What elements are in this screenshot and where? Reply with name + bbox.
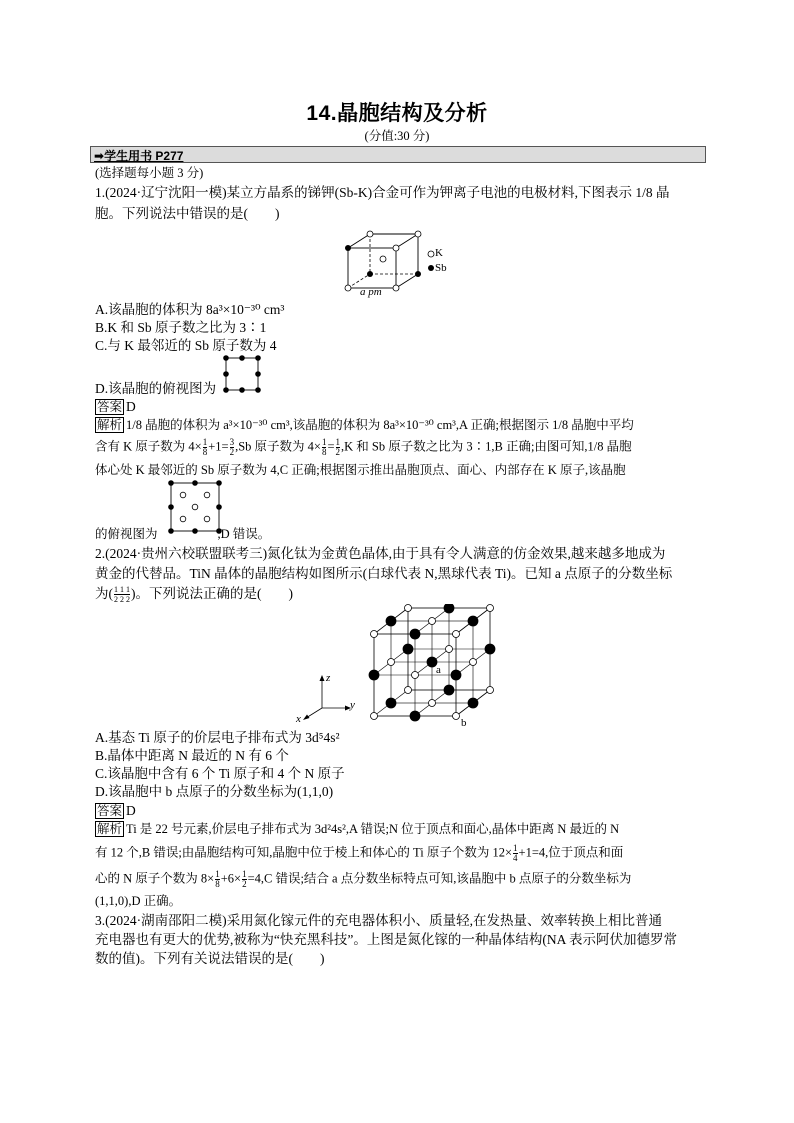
q2-option-a: A.基态 Ti 原子的价层电子排布式为 3d⁵4s² — [95, 730, 340, 745]
frac-num: 1 — [513, 843, 518, 853]
q1-exp-line3: 体心处 K 最邻近的 Sb 原子数为 4,C 正确;根据图示推出晶胞顶点、面心、内部存在 K 原子,该晶胞 — [95, 463, 626, 477]
axis-z-label: z — [326, 672, 331, 684]
q1-exp-line4 — [95, 526, 270, 543]
fraction-1-4 — [513, 844, 518, 863]
frac-num: 1 — [202, 437, 208, 447]
frac-den: 2 — [229, 447, 235, 457]
q2-tin-crystal-figure — [366, 604, 496, 724]
axis-x-label: x — [296, 713, 301, 725]
q1-exp2-part-d: = — [327, 439, 335, 454]
frac-num: 3 — [229, 437, 235, 447]
frac-den: 2 — [242, 879, 247, 889]
frac-num: 1 — [321, 437, 327, 447]
q1-option-c: C.与 K 最邻近的 Sb 原子数为 4 — [95, 338, 277, 353]
axis-y-label: y — [350, 699, 355, 711]
q2-option-b: B.晶体中距离 N 最近的 N 有 6 个 — [95, 748, 289, 763]
q1-exp-line1: 1/8 晶胞的体积为 a³×10⁻³⁰ cm³,该晶胞的体积为 8a³×10⁻³⁰ cm³,A 正确;根据图示 1/8 晶胞中平均 — [126, 418, 634, 432]
explanation-tag: 解析 — [97, 822, 123, 836]
fraction-1-2 — [242, 870, 247, 889]
q2-exp-line4: (1,1,0),D 正确。 — [95, 894, 182, 908]
q2-exp3-part-c: =4,C 错误;结合 a 点分数坐标特点可知,该晶胞中 b 点原子的分数坐标为 — [247, 871, 632, 886]
page-title: 14.晶胞结构及分析 — [306, 102, 488, 125]
q1-cube-figure — [340, 222, 460, 300]
fraction-1-2 — [336, 438, 341, 457]
q2-exp2-part-b: +1=4,位于顶点和面 — [518, 845, 624, 860]
frac-num: 1 — [242, 869, 247, 879]
q1-exp2-part-e: ,K 和 Sb 原子数之比为 3∶1,B 正确;由图可知,1/8 晶胞 — [341, 439, 632, 454]
section-note: (选择题每小题 3 分) — [95, 166, 204, 180]
frac-den: 8 — [202, 447, 208, 457]
q2-stem3-part-a: 为( — [95, 586, 113, 601]
q1-exp4-part-a: 的俯视图为 — [95, 527, 158, 541]
point-b-label: b — [461, 717, 467, 729]
score-note: (分值:30 分) — [364, 129, 430, 143]
legend-k-label: K — [435, 247, 443, 259]
q1-answer: D — [126, 399, 136, 414]
fraction-3-2 — [230, 438, 235, 457]
frac-den: 8 — [215, 879, 220, 889]
frac-num: 1 — [335, 437, 341, 447]
q1-exp2-part-c: ,Sb 原子数为 4× — [235, 439, 321, 454]
q3-stem-line2: 充电器也有更大的优势,被称为“快充黑科技”。上图是氮化镓的一种晶体结构(NA 表示阿伏加德罗常 — [95, 932, 677, 947]
frac-num: 1 1 1 — [114, 585, 130, 595]
fraction-1-8 — [203, 438, 208, 457]
frac-den: 2 — [335, 447, 341, 457]
q1-option-d: D.该晶胞的俯视图为 — [95, 381, 217, 396]
q3-stem-line1: 3.(2024·湖南邵阳二模)采用氮化镓元件的充电器体积小、质量轻,在发热量、效率转换上相比普通 — [95, 913, 662, 928]
q2-explanation-row2 — [95, 844, 623, 863]
q2-stem-line3 — [95, 585, 293, 604]
q1-option-a: A.该晶胞的体积为 8a³×10⁻³⁰ cm³ — [95, 302, 285, 317]
q3-stem-line3: 数的值)。下列有关说法错误的是( ) — [95, 951, 325, 966]
q2-stem-line1: 2.(2024·贵州六校联盟联考三)氮化钛为金黄色晶体,由于具有令人满意的仿金效果,越来越多地成为 — [95, 546, 666, 561]
q1-exp4-part-b: ,D 错误。 — [217, 527, 271, 541]
frac-den: 4 — [513, 853, 518, 863]
q2-option-d: D.该晶胞中 b 点原子的分数坐标为(1,1,0) — [95, 784, 334, 799]
fraction-1-8 — [215, 870, 220, 889]
q2-explanation-row1 — [95, 821, 619, 838]
edge-label: a pm — [360, 286, 382, 298]
q1-answer-row — [95, 398, 136, 415]
q1-explanation-row2 — [95, 438, 632, 457]
frac-den: 8 — [321, 447, 327, 457]
explanation-tag: 解析 — [97, 418, 123, 432]
q1-exp2-part-b: +1= — [208, 439, 229, 454]
q1-option-d-topview — [221, 353, 263, 395]
q1-exp2-part-a: 含有 K 原子数为 4× — [95, 439, 202, 454]
frac-num: 1 — [215, 869, 220, 879]
q2-stem3-part-b: )。下列说法正确的是( ) — [131, 586, 293, 601]
q1-option-b: B.K 和 Sb 原子数之比为 3∶1 — [95, 320, 267, 335]
q1-stem-line1: 1.(2024·辽宁沈阳一模)某立方晶系的锑钾(Sb-K)合金可作为钾离子电池的电极材料,下图表示 1/8 晶 — [95, 185, 670, 200]
banner-label: 学生用书 P277 — [104, 149, 184, 163]
banner-link[interactable]: ➡学生用书 P277 — [94, 149, 184, 163]
q2-stem-line2: 黄金的代替品。TiN 晶体的晶胞结构如图所示(白球代表 N,黑球代表 Ti)。已知 a 点原子的分数坐标 — [95, 566, 673, 581]
q2-option-c: C.该晶胞中含有 6 个 Ti 原子和 4 个 N 原子 — [95, 766, 345, 781]
frac-den: 2 2 2 — [114, 595, 130, 605]
q1-stem-line2: 胞。下列说法中错误的是( ) — [95, 206, 280, 221]
q2-exp2-part-a: 有 12 个,B 错误;由晶胞结构可知,晶胞中位于棱上和体心的 Ti 原子个数为 12× — [95, 845, 513, 860]
answer-tag: 答案 — [97, 804, 123, 818]
q2-exp3-part-b: +6× — [220, 871, 242, 886]
q1-explanation-row1 — [95, 417, 634, 434]
legend-sb-label: Sb — [435, 262, 447, 274]
q2-answer-row — [95, 802, 136, 819]
answer-tag: 答案 — [97, 400, 123, 414]
q2-answer: D — [126, 803, 136, 818]
q2-exp3-part-a: 心的 N 原子个数为 8× — [95, 871, 215, 886]
q2-exp-line1: Ti 是 22 号元素,价层电子排布式为 3d²4s²,A 错误;N 位于顶点和面心,晶体中距离 N 最近的 N — [126, 822, 620, 836]
fraction-coords — [114, 585, 130, 604]
fraction-1-8 — [322, 438, 327, 457]
q2-explanation-row3 — [95, 870, 631, 889]
point-a-label: a — [436, 664, 441, 676]
